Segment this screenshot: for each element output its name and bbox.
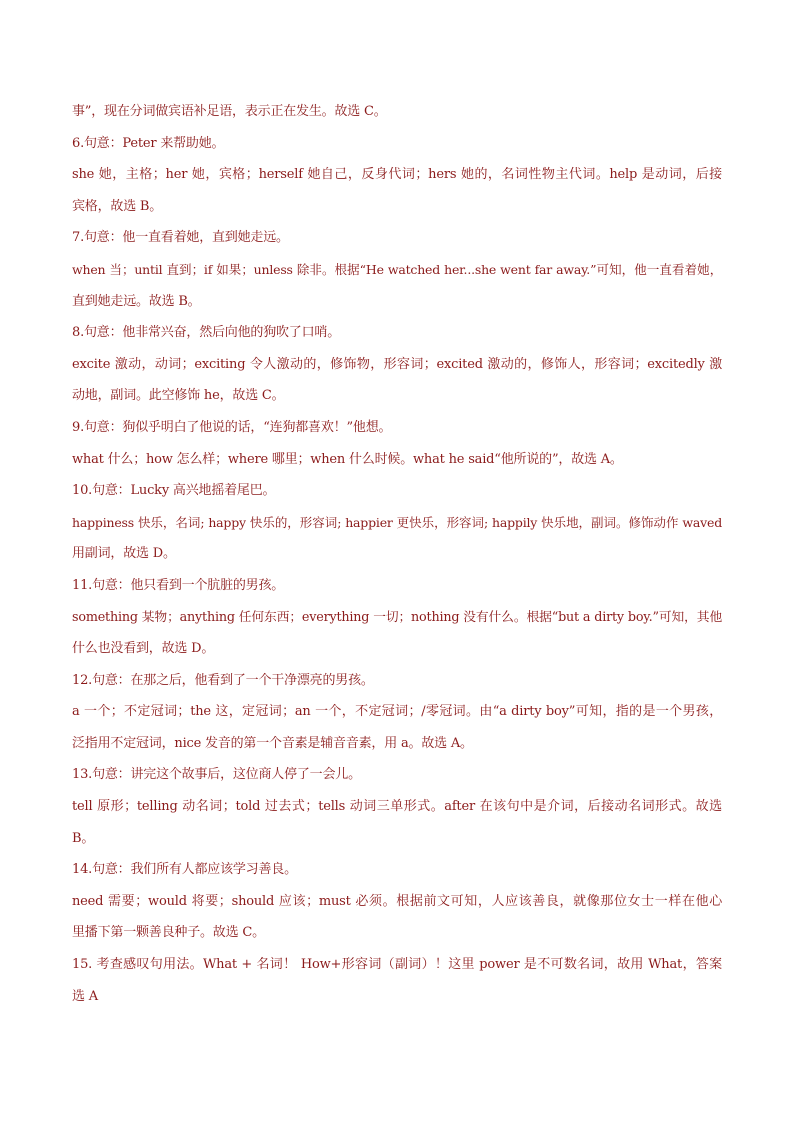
question-13-translation: 13.句意：讲完这个故事后，这位商人停了一会儿。 — [72, 767, 361, 783]
text-line: 选 A — [72, 988, 98, 1004]
text-line: 动地，副词。此空修饰 he，故选 C。 — [72, 388, 285, 404]
text-line: 里播下第一颗善良种子。故选 C。 — [72, 925, 265, 941]
text-line: what 什么；how 怎么样；where 哪里；when 什么时候。what he said“他所说的”，故选 A。 — [72, 451, 623, 467]
text-line: 事”，现在分词做宾语补足语，表示正在发生。故选 C。 — [72, 104, 387, 119]
question-12-translation: 12.句意：在那之后，他看到了一个干净漂亮的男孩。 — [72, 672, 374, 688]
text-line: when 当；until 直到；if 如果；unless 除非。根据“He watched her...she went far away.”可知，他一直看着她， — [72, 261, 722, 277]
question-8-translation: 8.句意：他非常兴奋，然后向他的狗吹了口哨。 — [72, 325, 341, 341]
text-line: need 需要；would 将要；should 应该；must 必须。根据前文可知，人应该善良，就像那位女士一样在他心 — [72, 893, 722, 909]
text-line: 宾格，故选 B。 — [72, 198, 163, 214]
question-14-translation: 14.句意：我们所有人都应该学习善良。 — [72, 862, 297, 878]
text-line: 泛指用不定冠词，nice 发音的第一个音素是辅音音素，用 a。故选 A。 — [72, 735, 473, 751]
text-line: something 某物；anything 任何东西；everything 一切；nothing 没有什么。根据“but a dirty boy.”可知，其他 — [72, 609, 722, 625]
answer-explanations — [72, 96, 722, 1012]
question-6-translation: 6.句意：Peter 来帮助她。 — [72, 135, 225, 151]
text-line: 直到她走远。故选 B。 — [72, 293, 201, 309]
text-line: a 一个；不定冠词；the 这，定冠词；an 一个，不定冠词；/零冠词。由“a dirty boy”可知，指的是一个男孩， — [72, 704, 722, 720]
question-15-explanation: 15. 考查感叹句用法。What + 名词！ How+形容词（副词）！这里 power 是不可数名词，故用 What，答案 — [72, 957, 722, 973]
text-line: she 她，主格；her 她，宾格；herself 她自己，反身代词；hers 她的，名词性物主代词。help 是动词，后接 — [72, 167, 722, 183]
question-9-translation: 9.句意：狗似乎明白了他说的话，“连狗都喜欢！”他想。 — [72, 419, 392, 435]
text-line: tell 原形；telling 动名词；told 过去式；tells 动词三单形式。after 在该句中是介词，后接动名词形式。故选 — [72, 799, 722, 815]
question-7-translation: 7.句意：他一直看着她，直到她走远。 — [72, 230, 289, 246]
question-10-translation: 10.句意：Lucky 高兴地摇着尾巴。 — [72, 483, 276, 499]
text-line: happiness 快乐，名词; happy 快乐的，形容词; happier 更快乐，形容词; happily 快乐地，副词。修饰动作 waved — [72, 514, 722, 530]
text-line: 用副词，故选 D。 — [72, 546, 176, 562]
text-line: excite 激动，动词；exciting 令人激动的，修饰物，形容词；excited 激动的，修饰人，形容词；excitedly 激 — [72, 356, 722, 372]
text-line: 什么也没看到，故选 D。 — [72, 641, 215, 657]
question-11-translation: 11.句意：他只看到一个肮脏的男孩。 — [72, 577, 285, 593]
text-line: B。 — [72, 830, 95, 846]
